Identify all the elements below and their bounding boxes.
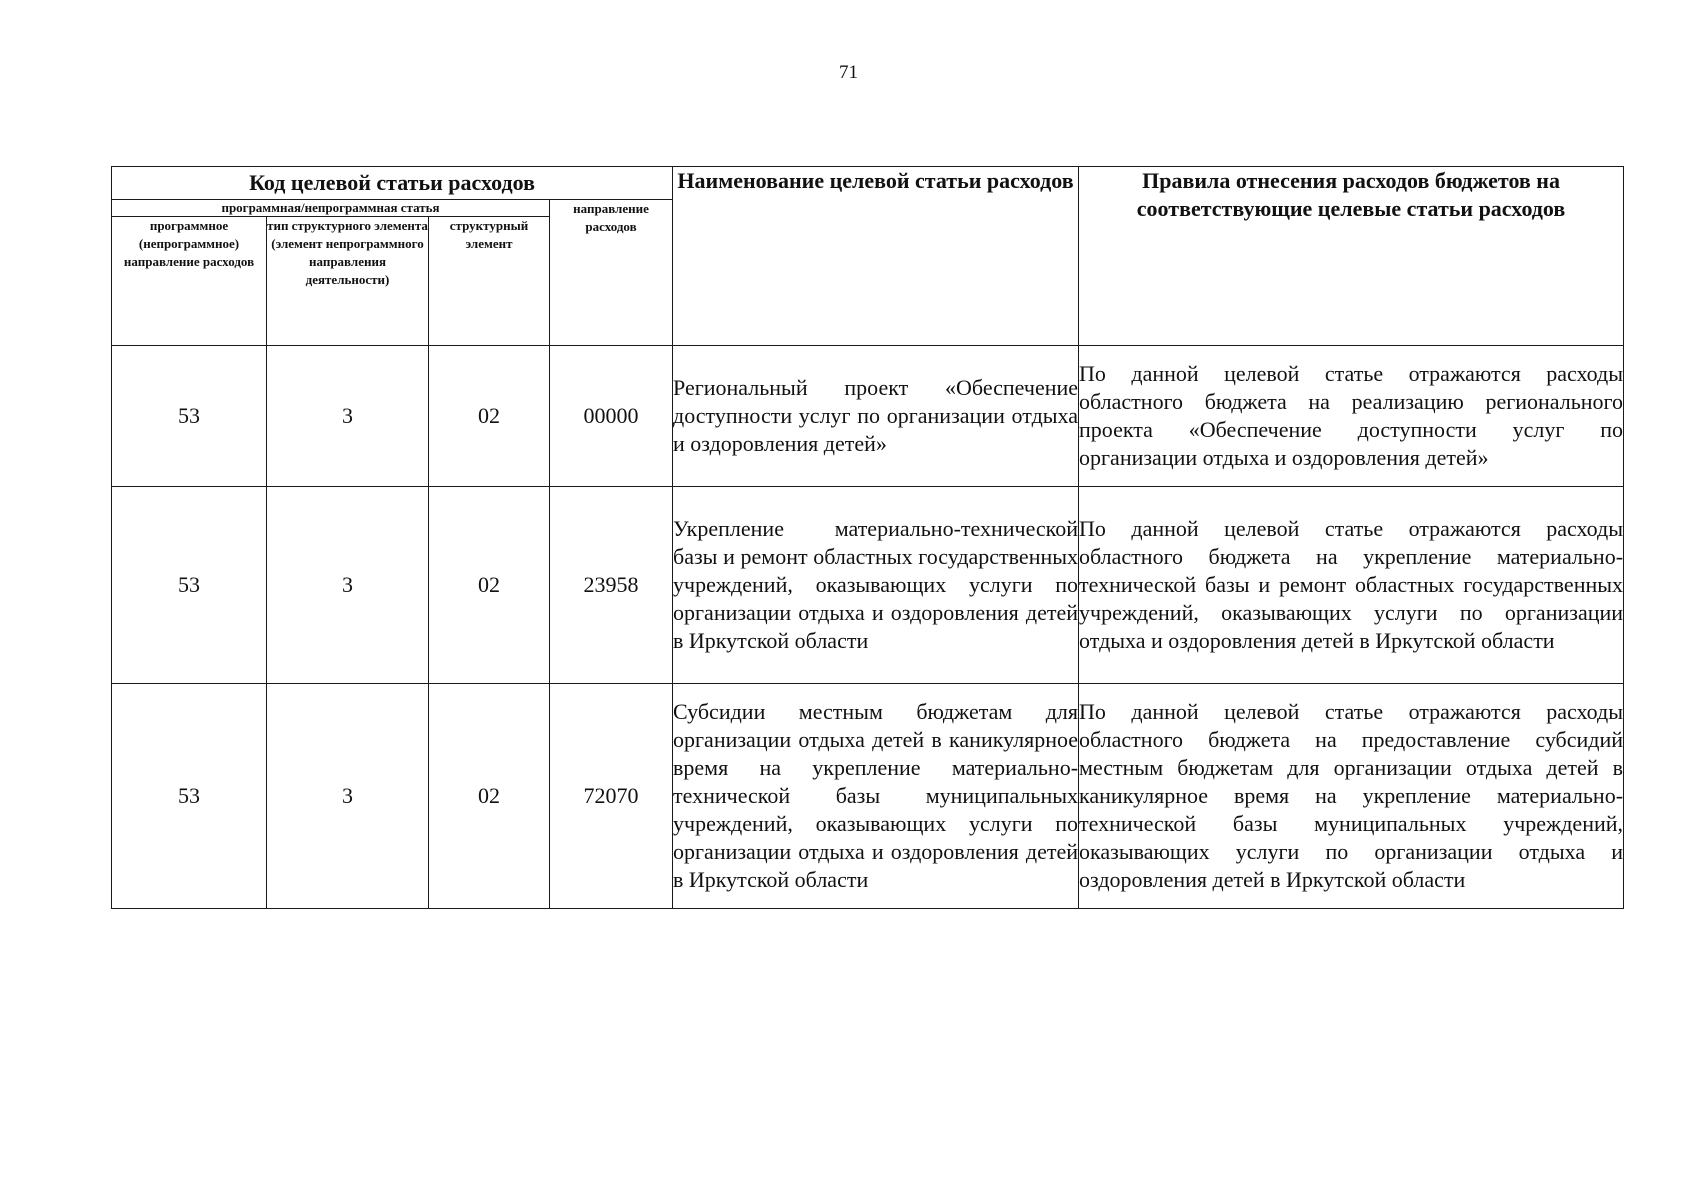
header-row-1 <box>112 167 1624 200</box>
cell-rule: По данной целевой статье отражаются расходы областного бюджета на реализацию регионального проекта «Обеспечение доступности услуг по организации отдыха и оздоровления детей» <box>1079 346 1624 487</box>
table-row <box>112 487 1624 684</box>
cell-type: 3 <box>267 487 429 684</box>
header-code-group: Код целевой статьи расходов <box>112 167 673 200</box>
cell-name: Субсидии местным бюджетам для организации отдыха детей в каникулярное время на укрепление материально-технической базы муниципальных учреждений, оказывающих услуги по организации отдыха и оздоровления детей в Иркутской области <box>673 684 1079 909</box>
table-row <box>112 684 1624 909</box>
cell-direction: 00000 <box>550 346 673 487</box>
cell-element: 02 <box>429 487 550 684</box>
header-program-direction: программное (непрограммное) направление расходов <box>112 217 267 346</box>
cell-direction: 72070 <box>550 684 673 909</box>
cell-rule: По данной целевой статье отражаются расходы областного бюджета на укрепление материально-технической базы и ремонт областных государственных учреждений, оказывающих услуги по организации отдыха и оздоровления детей в Иркутской области <box>1079 487 1624 684</box>
budget-classification-table <box>111 166 1624 909</box>
page-number: 71 <box>839 62 858 83</box>
cell-program: 53 <box>112 346 267 487</box>
cell-program: 53 <box>112 684 267 909</box>
cell-element: 02 <box>429 684 550 909</box>
cell-element: 02 <box>429 346 550 487</box>
cell-type: 3 <box>267 684 429 909</box>
header-rules: Правила отнесения расходов бюджетов на соответствующие целевые статьи расходов <box>1079 167 1624 346</box>
cell-name: Региональный проект «Обеспечение доступности услуг по организации отдыха и оздоровления детей» <box>673 346 1079 487</box>
cell-name: Укрепление материально-технической базы и ремонт областных государственных учреждений, оказывающих услуги по организации отдыха и оздоровления детей в Иркутской области <box>673 487 1079 684</box>
header-program-group: программная/непрограммная статья <box>112 200 550 217</box>
cell-program: 53 <box>112 487 267 684</box>
cell-type: 3 <box>267 346 429 487</box>
header-direction: направление расходов <box>550 200 673 346</box>
header-structural-type: тип структурного элемента (элемент непрограммного направления деятельности) <box>267 217 429 346</box>
cell-rule: По данной целевой статье отражаются расходы областного бюджета на предоставление субсидий местным бюджетам для организации отдыха детей в каникулярное время на укрепление материально-технической базы муниципальных учреждений, оказывающих услуги по организации отдыха и оздоровления детей в Иркутской области <box>1079 684 1624 909</box>
cell-direction: 23958 <box>550 487 673 684</box>
header-name: Наименование целевой статьи расходов <box>673 167 1079 346</box>
table-row <box>112 346 1624 487</box>
header-structural-element: структурный элемент <box>429 217 550 346</box>
